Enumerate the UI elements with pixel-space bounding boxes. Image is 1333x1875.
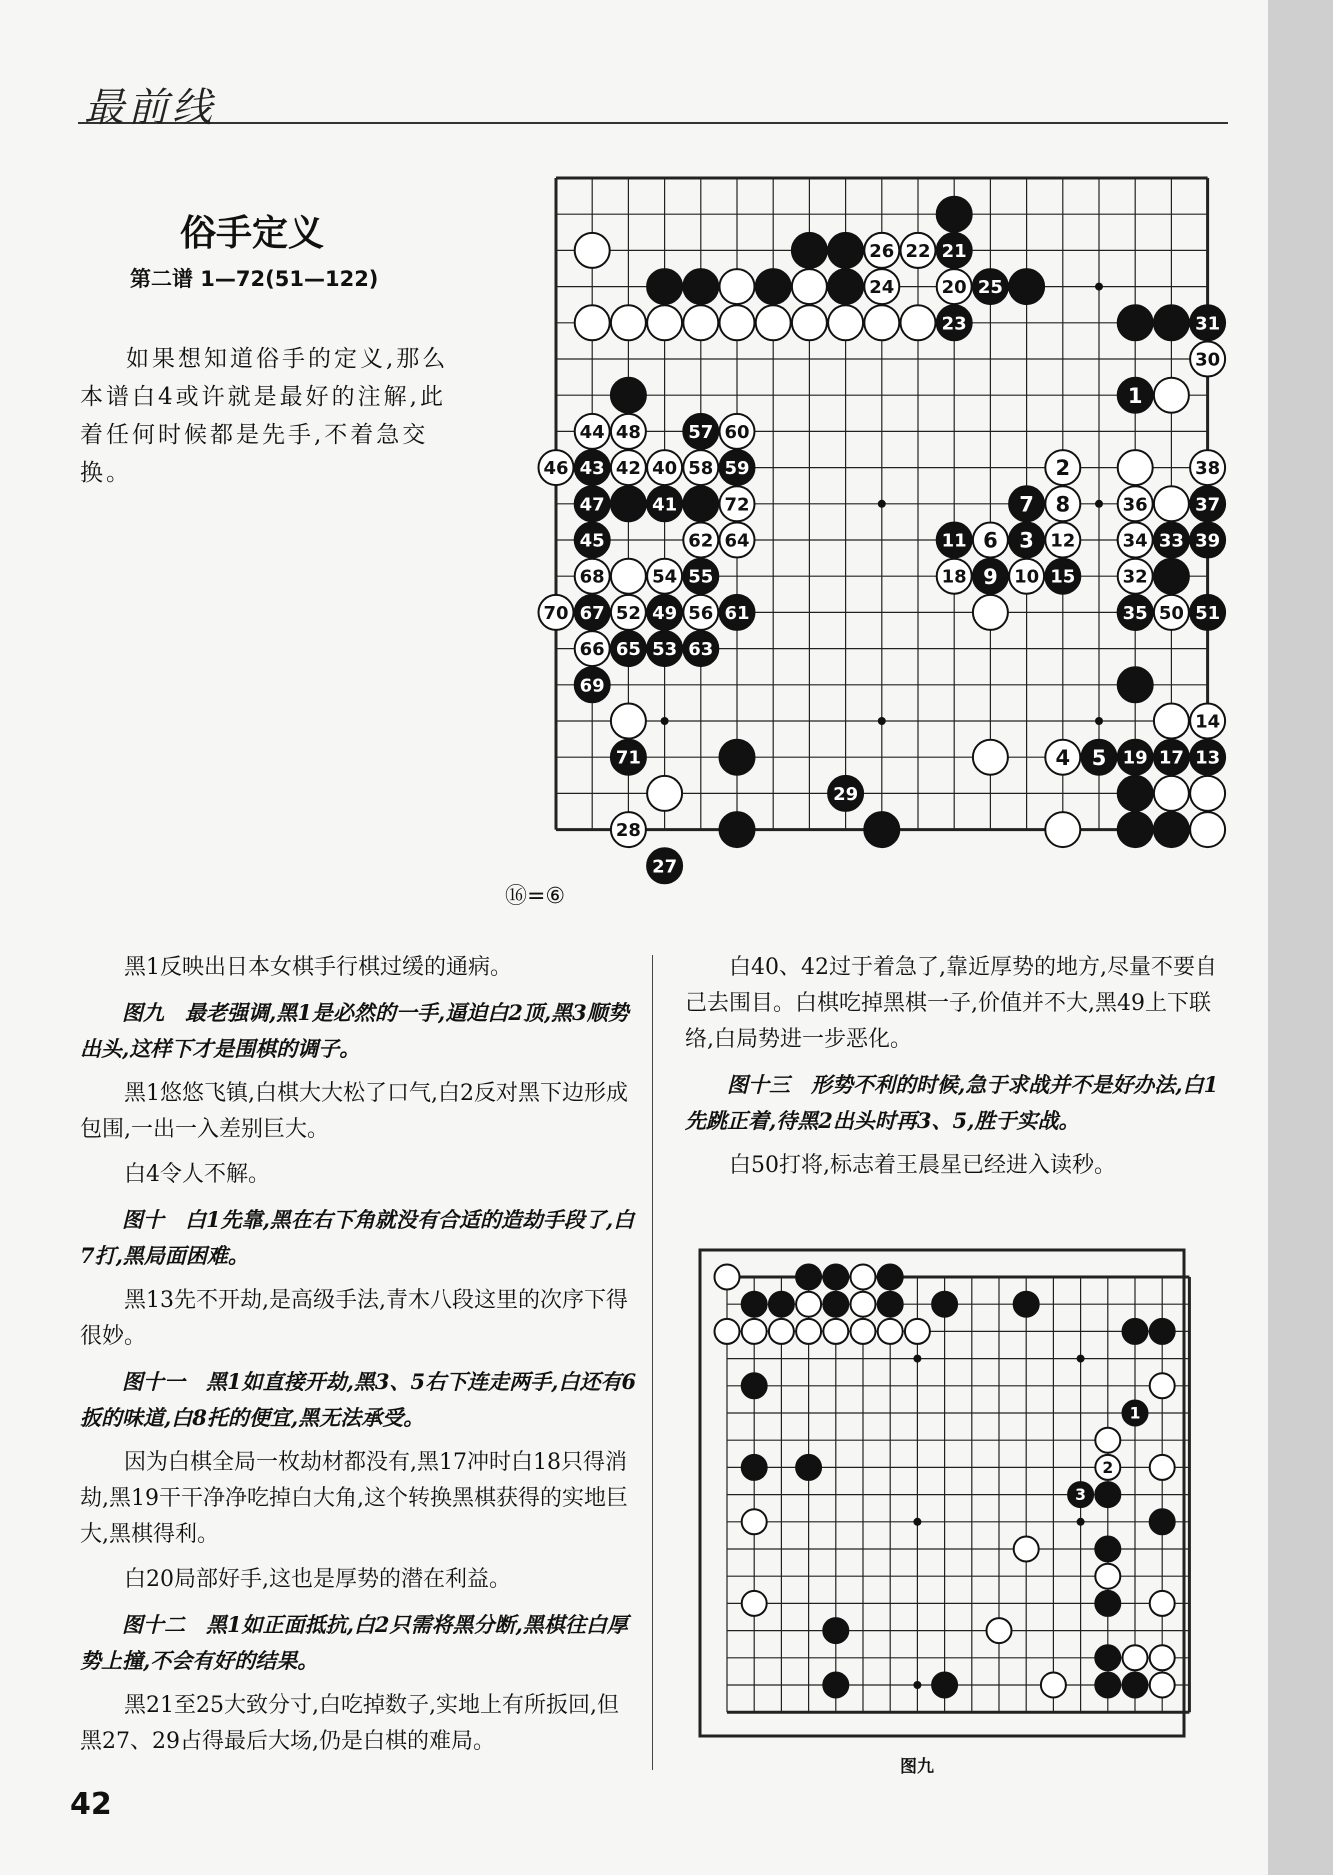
move-number: 71	[615, 747, 641, 769]
move-number: 3	[1075, 1486, 1087, 1505]
white-stone	[1150, 1455, 1175, 1480]
move-number: 4	[1055, 745, 1071, 770]
move-number: 10	[1014, 566, 1040, 588]
commentary-paragraph: 黑21至25大致分寸,白吃掉数子,实地上有所扳回,但黑27、29占得最后大场,仍是白棋的难局。	[80, 1693, 619, 1754]
figure-commentary: 图十 白1先靠,黑在右下角就没有合适的造劫手段了,白7打,黑局面困难。	[80, 1207, 635, 1268]
move-number: 53	[652, 639, 678, 661]
black-stone	[823, 1618, 848, 1643]
white-stone	[878, 1319, 903, 1344]
move-number: 33	[1158, 530, 1184, 552]
move-number: 69	[579, 675, 605, 697]
move-number: 31	[1195, 313, 1221, 335]
move-number: 26	[869, 240, 895, 262]
move-number: 8	[1055, 492, 1071, 517]
black-stone	[796, 1455, 821, 1480]
figure-commentary: 图十二 黑1如正面抵抗,白2只需将黑分断,黑棋往白厚势上撞,不会有好的结果。	[80, 1612, 628, 1673]
white-stone	[987, 1618, 1012, 1643]
move-number: 66	[579, 639, 605, 661]
black-stone	[823, 1292, 848, 1317]
move-number: 41	[652, 494, 678, 516]
commentary-paragraph: 白40、42过于着急了,靠近厚势的地方,尽量不要自己去围目。白棋吃掉黑棋一子,价值并不大,黑49上下联络,白局势进一步恶化。	[685, 955, 1217, 1052]
black-stone	[1095, 1645, 1120, 1670]
magazine-title: 最前线	[84, 85, 216, 131]
move-number: 24	[869, 277, 895, 299]
star-point	[1077, 1355, 1085, 1363]
page-number: 42	[70, 1787, 112, 1822]
black-stone	[1095, 1673, 1120, 1698]
black-stone	[1014, 1292, 1039, 1317]
move-number: 30	[1195, 349, 1221, 371]
right-text-column	[685, 950, 1225, 1193]
white-stone	[905, 1319, 930, 1344]
black-stone	[823, 1265, 848, 1290]
star-point	[913, 1518, 921, 1526]
section-title: 俗手定义	[180, 213, 325, 254]
commentary-paragraph: 黑1反映出日本女棋手行棋过缓的通病。	[124, 955, 512, 980]
white-stone	[1014, 1537, 1039, 1562]
move-number: 58	[688, 458, 714, 480]
figure-commentary: 图十三 形势不利的时候,急于求战并不是好办法,白1先跳正着,待黑2出头时再3、5,胜于实战。	[685, 1072, 1219, 1133]
move-number: 70	[543, 602, 569, 624]
figure-commentary: 图九 最老强调,黑1是必然的一手,逼迫白2顶,黑3顺势出头,这样下才是围棋的调子。	[80, 1000, 629, 1061]
move-number: 1	[1127, 383, 1143, 408]
move-number: 20	[941, 277, 967, 299]
black-stone	[742, 1292, 767, 1317]
move-number: 45	[579, 530, 605, 552]
move-number: 39	[1195, 530, 1221, 552]
intro-text: 如果想知道俗手的定义,那么本谱白4或许就是最好的注解,此着任何时候都是先手,不着急交换。	[80, 346, 449, 486]
move-number: 67	[579, 602, 605, 624]
black-stone	[932, 1673, 957, 1698]
left-text-column	[80, 950, 640, 1769]
move-number: 19	[1122, 747, 1148, 769]
white-stone	[796, 1292, 821, 1317]
black-stone	[1095, 1537, 1120, 1562]
move-number: 36	[1122, 494, 1148, 516]
move-number: 9	[983, 564, 998, 589]
move-number: 13	[1195, 747, 1221, 769]
commentary-paragraph: 白20局部好手,这也是厚势的潜在利益。	[124, 1567, 511, 1592]
star-point	[1077, 1518, 1085, 1526]
move-number: 54	[652, 566, 678, 588]
black-stone	[1123, 1673, 1148, 1698]
move-number: 68	[579, 566, 605, 588]
move-number: 2	[1102, 1459, 1114, 1478]
white-stone	[1095, 1564, 1120, 1589]
move-number: 60	[724, 421, 750, 443]
move-number: 61	[724, 602, 750, 624]
move-number: 27	[652, 856, 678, 878]
commentary-paragraph: 白50打将,标志着王晨星已经进入读秒。	[729, 1153, 1116, 1178]
move-number: 50	[1158, 602, 1184, 624]
move-number: 46	[543, 458, 569, 480]
black-stone	[878, 1265, 903, 1290]
page-edge	[1268, 0, 1333, 1875]
black-stone	[742, 1455, 767, 1480]
move-number: 12	[1050, 530, 1076, 552]
move-number: 40	[652, 458, 678, 480]
commentary-paragraph: 因为白棋全局一枚劫材都没有,黑17冲时白18只得消劫,黑19干干净净吃掉白大角,这个转换黑棋获得的实地巨大,黑棋得利。	[80, 1450, 628, 1547]
white-stone	[715, 1319, 740, 1344]
move-number: 22	[905, 240, 931, 262]
move-number: 65	[615, 639, 641, 661]
black-stone	[1150, 1509, 1175, 1534]
black-stone	[1123, 1319, 1148, 1344]
commentary-paragraph: 白4令人不解。	[124, 1162, 270, 1187]
black-stone	[932, 1292, 957, 1317]
diagram-note: ⑯=⑥	[505, 884, 566, 909]
move-number: 6	[983, 528, 998, 553]
move-number: 42	[615, 458, 641, 480]
move-number: 59	[724, 458, 750, 480]
white-stone	[1150, 1591, 1175, 1616]
move-number: 25	[977, 277, 1003, 299]
move-number: 14	[1195, 711, 1221, 733]
white-stone	[1150, 1645, 1175, 1670]
move-number: 18	[941, 566, 967, 588]
black-stone	[1150, 1319, 1175, 1344]
move-number: 23	[941, 313, 967, 335]
commentary-paragraph: 黑1悠悠飞镇,白棋大大松了口气,白2反对黑下边形成包围,一出一入差别巨大。	[80, 1081, 628, 1142]
white-stone	[1123, 1645, 1148, 1670]
move-number: 2	[1055, 456, 1071, 481]
white-stone	[742, 1509, 767, 1534]
move-number: 38	[1195, 458, 1221, 480]
white-stone	[796, 1319, 821, 1344]
figure-commentary: 图十一 黑1如直接开劫,黑3、5右下连走两手,白还有6扳的味道,白8托的便宜,黑无法承受。	[80, 1369, 637, 1430]
star-point	[913, 1681, 921, 1689]
black-stone	[878, 1292, 903, 1317]
black-stone	[1095, 1482, 1120, 1507]
move-number: 21	[941, 240, 967, 262]
move-number: 55	[688, 566, 714, 588]
black-stone	[796, 1265, 821, 1290]
black-stone	[1095, 1591, 1120, 1616]
section-subtitle: 第二谱 1—72(51—122)	[130, 267, 379, 291]
black-stone	[769, 1292, 794, 1317]
move-number: 56	[688, 602, 714, 624]
move-number: 32	[1122, 566, 1148, 588]
move-number: 5	[1091, 745, 1107, 770]
column-divider	[652, 955, 653, 1770]
move-number: 72	[724, 494, 750, 516]
white-stone	[851, 1292, 876, 1317]
move-number: 17	[1158, 747, 1184, 769]
move-number: 43	[579, 458, 605, 480]
white-stone	[1095, 1428, 1120, 1453]
star-point	[913, 1355, 921, 1363]
white-stone	[742, 1591, 767, 1616]
move-number: 37	[1195, 494, 1221, 516]
move-number: 49	[652, 602, 678, 624]
white-stone	[742, 1319, 767, 1344]
move-number: 47	[579, 494, 605, 516]
move-number: 64	[724, 530, 750, 552]
move-number: 48	[615, 421, 641, 443]
black-stone	[823, 1673, 848, 1698]
white-stone	[1150, 1673, 1175, 1698]
move-number: 28	[615, 820, 641, 842]
move-number: 29	[833, 783, 859, 805]
commentary-paragraph: 黑13先不开劫,是高级手法,青木八段这里的次序下得很妙。	[80, 1288, 628, 1349]
move-number: 7	[1019, 492, 1034, 517]
white-stone	[851, 1265, 876, 1290]
move-number: 35	[1122, 602, 1148, 624]
move-number: 15	[1050, 566, 1076, 588]
move-number: 63	[688, 639, 714, 661]
move-number: 62	[688, 530, 714, 552]
white-stone	[1041, 1673, 1066, 1698]
white-stone	[769, 1319, 794, 1344]
move-number: 11	[941, 530, 967, 552]
white-stone	[1150, 1373, 1175, 1398]
black-stone	[742, 1373, 767, 1398]
move-number: 3	[1019, 528, 1034, 553]
move-number: 34	[1122, 530, 1148, 552]
move-number: 52	[615, 602, 641, 624]
figure9-caption: 图九	[900, 1757, 934, 1777]
move-number: 57	[688, 421, 714, 443]
move-number: 44	[579, 421, 605, 443]
white-stone	[823, 1319, 848, 1344]
move-number: 51	[1195, 602, 1221, 624]
white-stone	[715, 1265, 740, 1290]
move-number: 1	[1129, 1404, 1141, 1423]
white-stone	[851, 1319, 876, 1344]
